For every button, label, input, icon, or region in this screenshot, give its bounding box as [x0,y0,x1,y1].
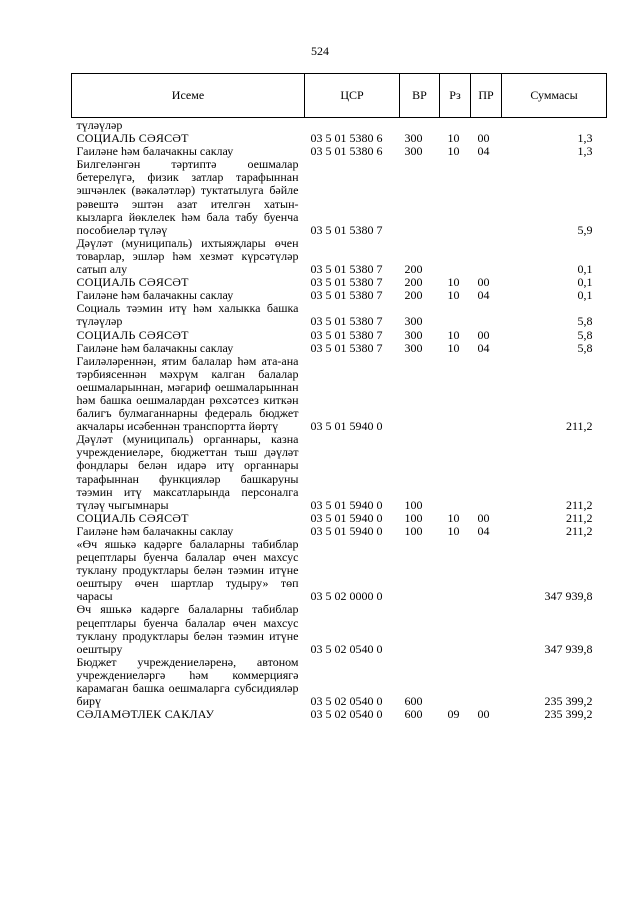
cell-sum: 5,9 [577,222,593,237]
cell-sum [502,118,607,133]
table-row [72,433,607,512]
cell-sum: 5,8 [577,340,593,355]
cell-csr: 03 5 01 5940 0 [310,510,383,525]
cell-rz [440,355,471,434]
cell-sum: 0,1 [577,275,593,290]
cell-name: түләүләр [76,118,123,132]
cell-sum: 0,1 [577,262,593,277]
cell-pr [471,656,502,708]
cell-csr: 03 5 02 0540 0 [310,707,383,722]
cell-name: СОЦИАЛЬ СӘЯСӘТ [76,327,189,342]
cell-pr [471,302,502,328]
cell-vr: 200 [404,262,423,277]
table-body [72,118,607,722]
cell-vr: 100 [404,497,423,512]
cell-sum: 1,3 [577,131,593,146]
cell-rz: 10 [447,131,460,146]
cell-rz [440,237,471,276]
cell-vr: 300 [404,314,423,329]
table-row [72,158,607,237]
cell-pr: 04 [477,523,490,538]
cell-pr [471,118,502,133]
cell-csr: 03 5 01 5380 6 [310,144,383,159]
cell-name: СОЦИАЛЬ СӘЯСӘТ [76,131,189,146]
cell-sum: 0,1 [577,288,593,303]
cell-rz [440,538,471,603]
cell-vr [400,118,440,133]
cell-pr [471,237,502,276]
cell-csr: 03 5 01 5380 7 [310,262,383,277]
cell-pr [471,603,502,655]
cell-sum: 347 939,8 [544,641,593,656]
table-header-row [72,74,607,118]
cell-vr: 100 [404,523,423,538]
cell-csr: 03 5 02 0000 0 [310,589,383,604]
cell-csr: 03 5 01 5940 0 [310,497,383,512]
cell-sum: 1,3 [577,144,593,159]
cell-csr: 03 5 01 5380 7 [310,275,383,290]
cell-name: Социаль тәэмин итү һәм халыкка башка түләүләр [76,301,299,329]
cell-rz: 10 [447,144,460,159]
header-pr: ПР [471,74,502,118]
cell-vr: 300 [404,131,423,146]
cell-rz: 10 [447,275,460,290]
cell-csr: 03 5 01 5940 0 [310,419,383,434]
cell-pr [471,355,502,434]
cell-sum: 211,2 [565,419,593,434]
table-row [72,118,607,133]
cell-csr: 03 5 01 5380 7 [310,288,383,303]
cell-rz: 10 [447,288,460,303]
table-row [72,237,607,276]
table-row [72,329,607,342]
cell-rz: 10 [447,340,460,355]
cell-vr: 200 [404,288,423,303]
header-csr: ЦСР [305,74,400,118]
cell-name: Гаиләне һәм балачакны саклау [76,144,234,159]
cell-name: «Өч яшькә кадәрге балаларны табиблар рецептлары буенча балалар өчен махсус туклану продуктлары белән тәэмин итүне оештыру өчен шартлар тудыру» төп чарасы [76,537,299,604]
cell-pr: 04 [477,340,490,355]
cell-csr [305,118,400,133]
header-rz: Рз [440,74,471,118]
cell-csr: 03 5 02 0540 0 [310,694,383,709]
table-row [72,656,607,708]
cell-sum: 211,2 [565,523,593,538]
cell-name: Дәүләт (муниципаль) ихтыяҗлары өчен товарлар, эшләр һәм хезмәт күрсәтүләр сатып алу [76,235,299,277]
cell-name: Гаиләне һәм балачакны саклау [76,523,234,538]
cell-vr: 300 [404,327,423,342]
table-row [72,302,607,328]
cell-pr: 04 [477,288,490,303]
table-row [72,603,607,655]
cell-csr: 03 5 01 5380 7 [310,327,383,342]
cell-name: СОЦИАЛЬ СӘЯСӘТ [76,275,189,290]
cell-vr [400,355,440,434]
cell-pr: 00 [477,131,490,146]
cell-name: Гаиләне һәм балачакны саклау [76,288,234,303]
cell-vr: 200 [404,275,423,290]
cell-pr: 00 [477,510,490,525]
cell-sum: 5,8 [577,314,593,329]
cell-vr [400,538,440,603]
table-row [72,512,607,525]
cell-rz [440,656,471,708]
cell-name: Өч яшькә кадәрге балаларны табиблар рецептлары буенча балалар өчен махсус туклану продуктлары белән тәэмин итүне оештыру [76,602,299,656]
cell-rz [440,302,471,328]
cell-csr: 03 5 02 0540 0 [310,641,383,656]
table-row [72,708,607,721]
cell-name: Гаиләләреннән, ятим балалар һәм ата-ана тәрбиясеннән мәхрүм калган балалар оешмаларыннан, мәгариф оешмаларыннан һәм башка оешмалардан рөхсәтсез киткән балигъ булмаганнарны федераль бюджет акчалары исәбеннән транспортта йөртү [76,353,299,434]
cell-sum: 211,2 [565,510,593,525]
cell-pr [471,433,502,512]
cell-vr: 300 [404,144,423,159]
cell-pr [471,538,502,603]
cell-vr: 600 [404,694,423,709]
cell-csr: 03 5 01 5380 7 [310,314,383,329]
cell-rz: 09 [447,707,460,722]
cell-vr: 300 [404,340,423,355]
cell-pr: 00 [477,327,490,342]
cell-csr: 03 5 01 5940 0 [310,523,383,538]
cell-pr: 04 [477,144,490,159]
table-row [72,355,607,434]
header-vr: ВР [400,74,440,118]
cell-name: СОЦИАЛЬ СӘЯСӘТ [76,510,189,525]
cell-rz [440,158,471,237]
cell-sum: 211,2 [565,497,593,512]
cell-name: Дәүләт (муниципаль) органнары, казна учреждениеләре, бюджеттан тыш дәүләт фондлары белән идарә итү органнары тарафыннан функцияләр башкаруны тәэмин итү максатларында персоналга түләү чыгымнары [76,432,299,512]
cell-name: Гаиләне һәм балачакны саклау [76,340,234,355]
cell-name: Билгеләнгән тәртиптә оешмалар бетерелүгә, физик затлар тарафыннан эшчәнлек (вәкаләтләр) туктатылуга бәйле рәвештә эштән азат ителгән хатын-кызларга йөклелек һәм бала табу буенча пособиеләр түләү [76,157,299,237]
cell-csr: 03 5 01 5380 7 [310,340,383,355]
cell-vr [400,603,440,655]
cell-csr: 03 5 01 5380 6 [310,131,383,146]
cell-vr: 100 [404,510,423,525]
page-number: 524 [311,44,329,58]
cell-sum: 235 399,2 [544,707,593,722]
cell-rz [440,433,471,512]
cell-pr: 00 [477,707,490,722]
cell-sum: 347 939,8 [544,589,593,604]
cell-name: СӘЛАМӘТЛЕК САКЛАУ [76,707,215,722]
cell-pr: 00 [477,275,490,290]
cell-rz [440,118,471,133]
table-row [72,538,607,603]
cell-rz: 10 [447,523,460,538]
table-row [72,342,607,355]
cell-sum: 5,8 [577,327,593,342]
header-sum: Суммасы [502,74,607,118]
cell-pr [471,158,502,237]
cell-rz: 10 [447,510,460,525]
cell-rz: 10 [447,327,460,342]
cell-vr: 600 [404,707,423,722]
header-name: Исеме [72,74,305,118]
cell-vr [400,158,440,237]
cell-csr: 03 5 01 5380 7 [310,222,383,237]
cell-name: Бюджет учреждениеләренә, автоном учреждениеләргә һәм коммерциягә карамаган башка оешмаларга субсидияләр бирү [76,654,299,709]
cell-rz [440,603,471,655]
cell-sum: 235 399,2 [544,694,593,709]
budget-table [71,73,607,721]
